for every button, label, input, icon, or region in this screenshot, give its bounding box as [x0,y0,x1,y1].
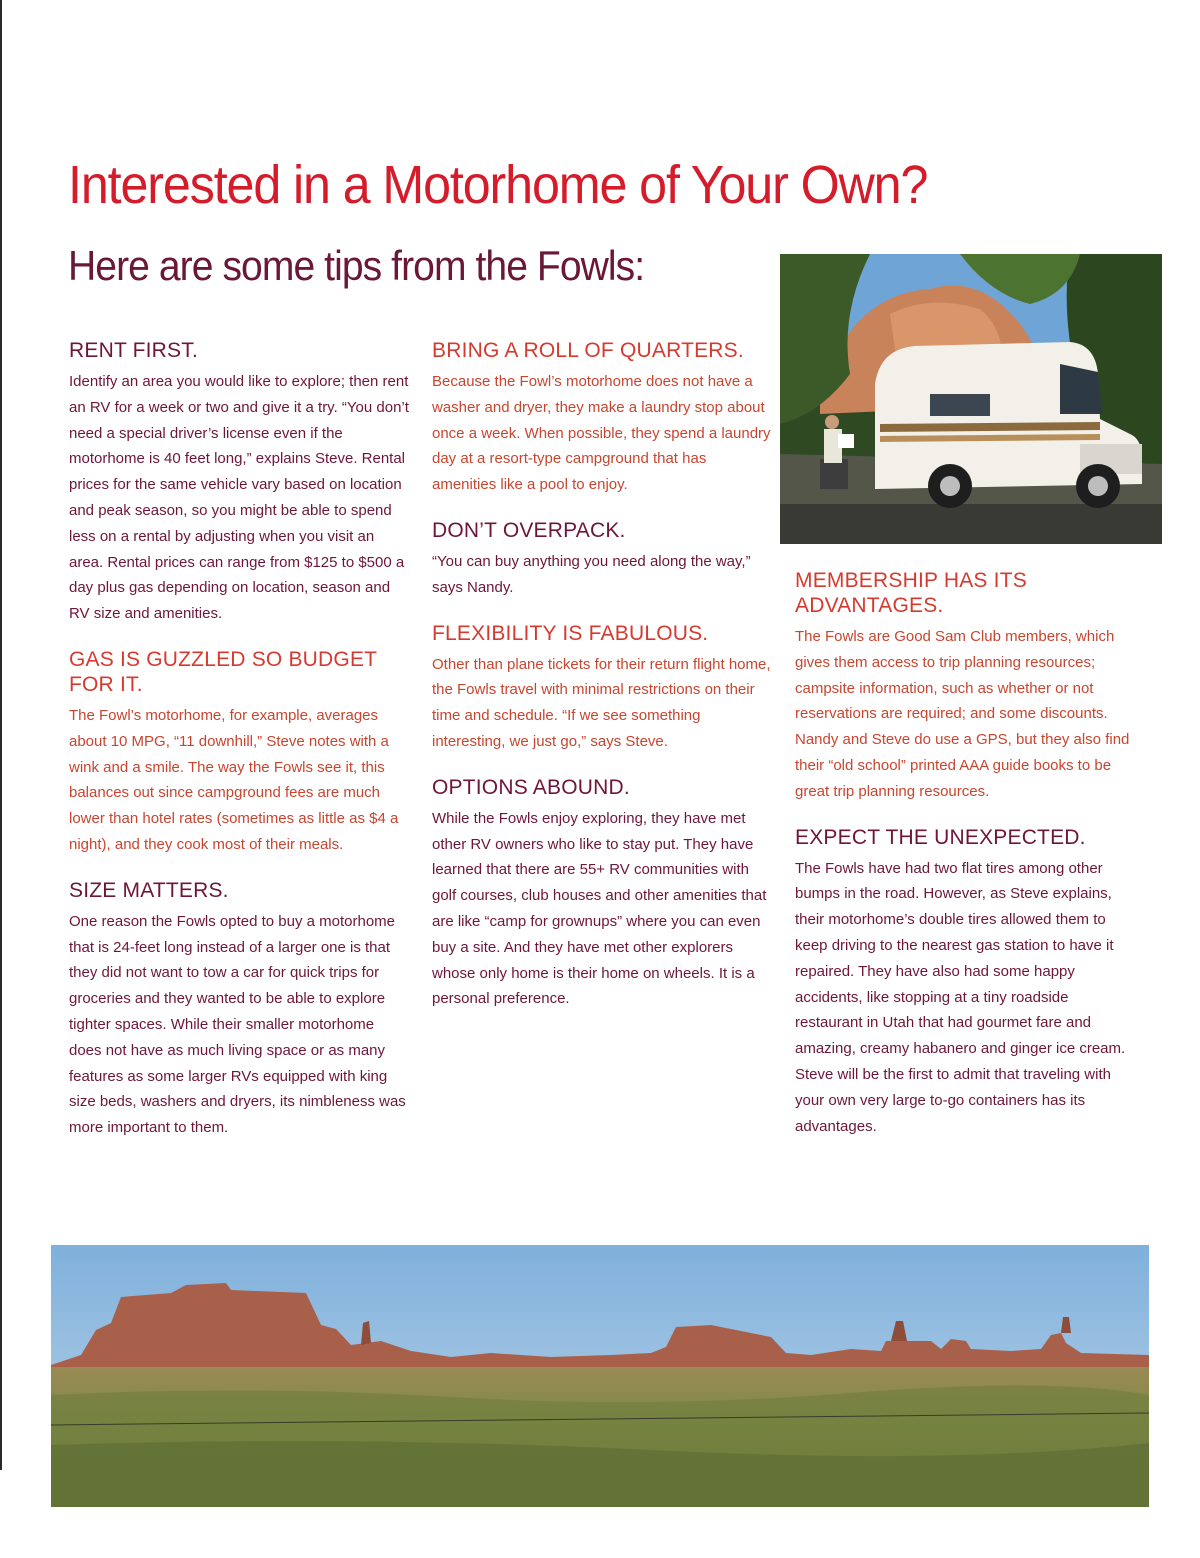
tip-dont-overpack [432,518,772,601]
tip-body: The Fowls have had two flat tires among other bumps in the road. However, as Steve explains, their motorhome’s double tires allowed them to keep driving to the nearest gas station to have it repaired. They have also had some happy accidents, like stopping at a tiny roadside restaurant in Utah that had gourmet fare and amazing, creamy habanero and ginger ice cream. Steve will be the first to admit that traveling with your own very large to-go containers has its advantages. [795,859,1126,1135]
tip-flexibility [432,621,772,755]
tip-heading: DON’T OVERPACK. [432,518,626,542]
tip-body: Because the Fowl’s motorhome does not have a washer and dryer, they make a laundry stop about once a week. When possible, they spend a laundry day at a resort-type campground that has amenities like a pool to enjoy. [432,373,771,494]
tip-heading: EXPECT THE UNEXPECTED. [795,825,1086,849]
tip-size-matters [69,878,409,1141]
tips-column-3 [795,568,1140,1159]
tips-column-2 [432,338,772,1032]
tip-heading: GAS IS GUZZLED SO BUDGET FOR IT. [69,647,377,696]
tip-heading: BRING A ROLL OF QUARTERS. [432,339,744,362]
tip-heading: SIZE MATTERS. [69,878,229,902]
page-subtitle: Here are some tips from the Fowls: [68,242,645,289]
page-edge-rule [0,0,2,1470]
tip-options-abound [432,775,772,1012]
tip-expect-unexpected [795,825,1140,1140]
tip-body: Identify an area you would like to explore; then rent an RV for a week or two and give it a try. “You don’t need a special driver’s license even if the motorhome is 40 feet long,” explains Steve. Rental prices for the same vehicle vary based on location and peak season, so you might be able to spend less on a rental by adjusting when you visit an area. Rental prices can range from $125 to $500 a day plus gas depending on location, season and RV size and amenities. [69,373,409,623]
tip-body: The Fowl’s motorhome, for example, averages about 10 MPG, “11 downhill,” Steve notes with a wink and a smile. The way the Fowls see it, this balances out since campground fees are much lower than hotel rates (sometimes as little as $4 a night), and they cook most of their meals. [69,706,399,853]
tip-quarters [432,338,772,498]
tip-gas-budget [69,647,409,858]
tip-membership [795,568,1140,805]
tip-heading: RENT FIRST. [69,339,198,362]
tip-heading: OPTIONS ABOUND. [432,775,630,799]
tip-body: The Fowls are Good Sam Club members, which gives them access to trip planning resources; campsite information, such as whether or not reservations are required; and some discounts. Nandy and Steve do use a GPS, but they also find their “old school” printed AAA guide books to be great trip planning resources. [795,628,1130,800]
tip-body: One reason the Fowls opted to buy a motorhome that is 24-feet long instead of a larger one is that they did not want to tow a car for quick trips for groceries and they wanted to be able to explore tighter spaces. While their smaller motorhome does not have as much living space or as many features as some larger RVs equipped with king size beds, washers and dryers, its nimbleness was more important to them. [69,912,406,1137]
page-title: Interested in a Motorhome of Your Own? [68,155,928,215]
tip-body: Other than plane tickets for their return flight home, the Fowls travel with minimal restrictions on their time and schedule. “If we see something interesting, we just go,” says Steve. [432,655,771,750]
motorhome-photo [780,254,1162,544]
tip-body: “You can buy anything you need along the way,” says Nandy. [432,552,751,596]
monument-valley-photo [51,1245,1149,1507]
tips-column-1 [69,338,409,1161]
tip-rent-first [69,338,409,627]
tip-heading: MEMBERSHIP HAS ITS ADVANTAGES. [795,569,1027,617]
tip-heading: FLEXIBILITY IS FABULOUS. [432,621,709,645]
tip-body: While the Fowls enjoy exploring, they have met other RV owners who like to stay put. They have learned that there are 55+ RV communities with golf courses, club houses and other amenities that are like “camp for grownups” where you can even buy a site. And they have met other explorers whose only home is their home on wheels. It is a personal preference. [432,809,767,1008]
